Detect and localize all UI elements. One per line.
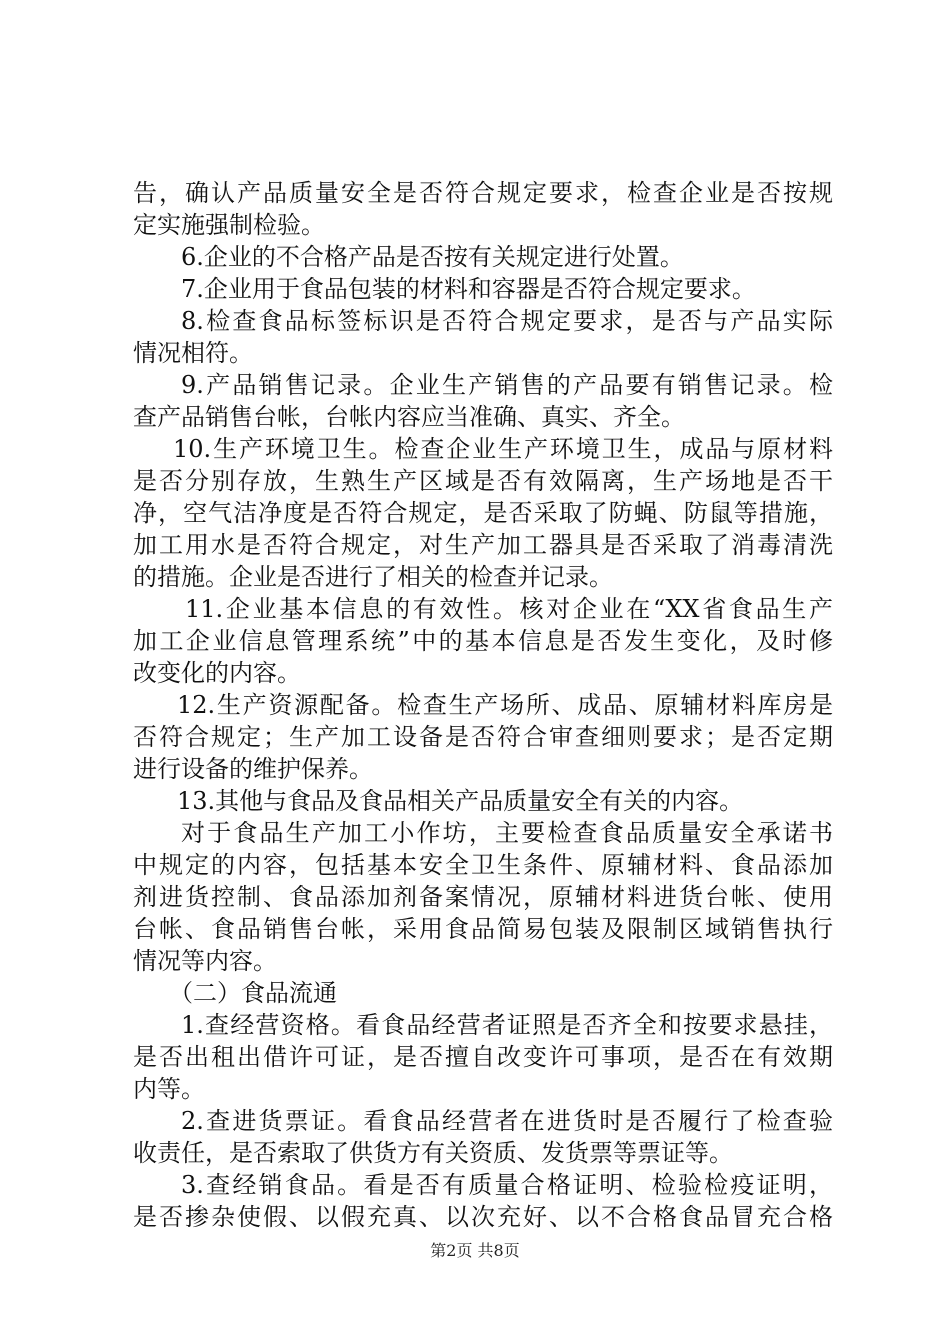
- text-line: 6.企业的不合格产品是否按有关规定进行处置。: [181, 243, 684, 271]
- section-heading: （二）食品流通: [169, 979, 337, 1007]
- text-line: 是否掺杂使假、以假充真、以次充好、以不合格食品冒充合格: [133, 1203, 833, 1231]
- text-line: 否符合规定；生产加工设备是否符合审查细则要求；是否定期: [133, 723, 833, 751]
- text-line: 台帐、食品销售台帐，采用食品简易包装及限制区域销售执行: [133, 915, 833, 943]
- text-line: 查产品销售台帐，台帐内容应当准确、真实、齐全。: [133, 403, 685, 431]
- text-line: 告，确认产品质量安全是否符合规定要求，检查企业是否按规: [133, 179, 833, 207]
- text-line: 是否分别存放，生熟生产区域是否有效隔离，生产场地是否干: [133, 467, 833, 495]
- text-line: 加工用水是否符合规定，对生产加工器具是否采取了消毒清洗: [133, 531, 833, 559]
- text-line: 进行设备的维护保养。: [133, 755, 373, 783]
- text-line: 1.查经营资格。看食品经营者证照是否齐全和按要求悬挂，: [181, 1011, 833, 1039]
- text-line: 9.产品销售记录。企业生产销售的产品要有销售记录。检: [181, 371, 833, 399]
- text-line: 11.企业基本信息的有效性。核对企业在“XX省食品生产: [185, 595, 833, 623]
- text-line: 收责任，是否索取了供货方有关资质、发货票等票证等。: [133, 1139, 733, 1167]
- text-line: 加工企业信息管理系统”中的基本信息是否发生变化，及时修: [133, 627, 833, 655]
- text-line: 对于食品生产加工小作坊，主要检查食品质量安全承诺书: [181, 819, 833, 847]
- text-line: 定实施强制检验。: [133, 211, 325, 239]
- text-line: 的措施。企业是否进行了相关的检查并记录。: [133, 563, 613, 591]
- text-line: 改变化的内容。: [133, 659, 301, 687]
- text-line: 净，空气洁净度是否符合规定，是否采取了防蝇、防鼠等措施，: [133, 499, 833, 527]
- text-line: 12.生产资源配备。检查生产场所、成品、原辅材料库房是: [177, 691, 833, 719]
- text-line: 10.生产环境卫生。检查企业生产环境卫生，成品与原材料: [173, 435, 833, 463]
- text-line: 剂进货控制、食品添加剂备案情况，原辅材料进货台帐、使用: [133, 883, 833, 911]
- text-line: 2.查进货票证。看食品经营者在进货时是否履行了检查验: [181, 1107, 833, 1135]
- text-line: 3.查经销食品。看是否有质量合格证明、检验检疫证明，: [181, 1171, 833, 1199]
- text-line: 8.检查食品标签标识是否符合规定要求，是否与产品实际: [181, 307, 833, 335]
- page-number-footer: 第2页 共8页: [430, 1241, 520, 1260]
- text-line: 情况等内容。: [133, 947, 277, 975]
- text-line: 中规定的内容，包括基本安全卫生条件、原辅材料、食品添加: [133, 851, 833, 879]
- text-line: 内等。: [133, 1075, 205, 1103]
- text-line: 情况相符。: [133, 339, 253, 367]
- text-line: 7.企业用于食品包装的材料和容器是否符合规定要求。: [181, 275, 756, 303]
- text-line: 13.其他与食品及食品相关产品质量安全有关的内容。: [177, 787, 744, 815]
- text-line: 是否出租出借许可证，是否擅自改变许可事项，是否在有效期: [133, 1043, 833, 1071]
